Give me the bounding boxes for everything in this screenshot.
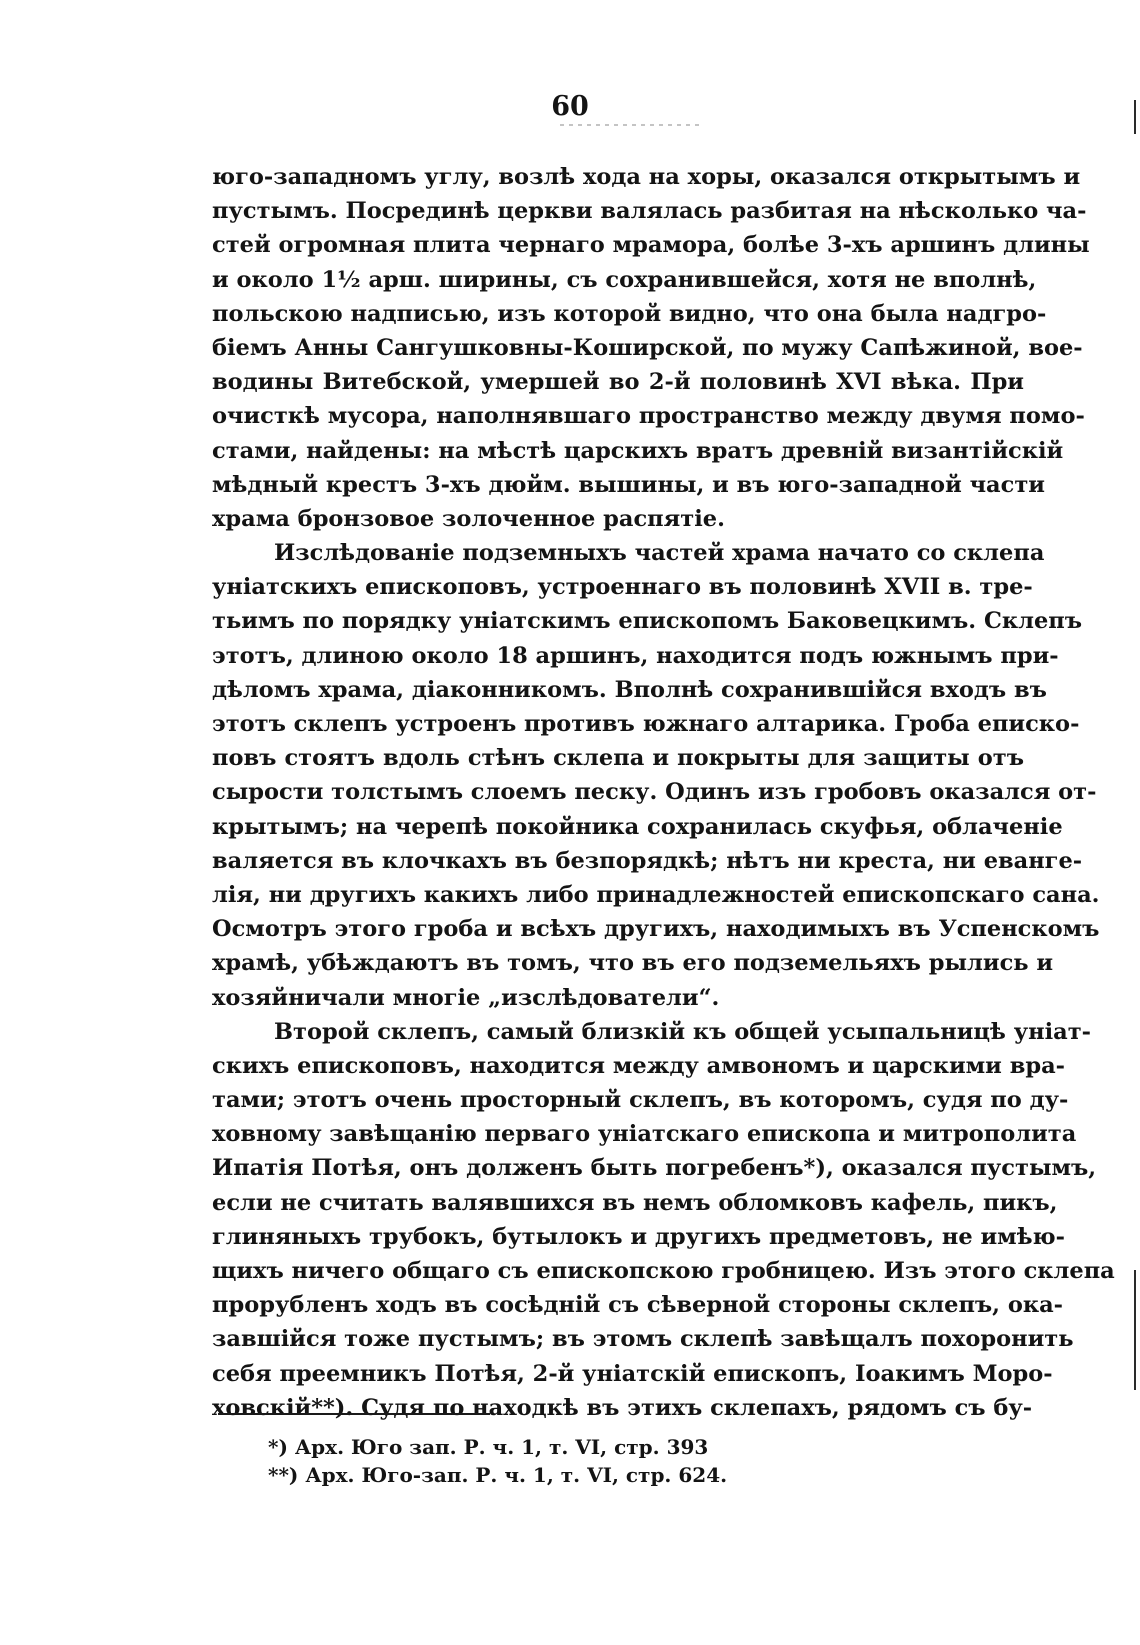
footnotes xyxy=(268,1433,868,1489)
text-line: уніатскихъ епископовъ, устроеннаго въ половинѣ XVII в. тре- xyxy=(212,574,1033,601)
footnote: **) Арх. Юго-зап. Р. ч. 1, т. VI, стр. 624. xyxy=(268,1463,728,1487)
text-line: лія, ни другихъ какихъ либо принадлежностей епископскаго сана. xyxy=(212,881,1100,908)
text-line: валяется въ клочкахъ въ безпорядкѣ; нѣтъ ни креста, ни еванге- xyxy=(212,847,1083,874)
text-line: этотъ склепъ устроенъ противъ южнаго алтарика. Гроба еписко- xyxy=(212,711,1080,737)
page-number-ornament xyxy=(560,122,700,128)
text-line: тами; этотъ очень просторный склепъ, въ которомъ, судя по ду- xyxy=(212,1087,1069,1114)
text-line: стей огромная плита чернаго мрамора, болѣе 3-хъ аршинъ длины xyxy=(212,232,1090,259)
text-line: сырости толстымъ слоемъ песку. Одинъ изъ гробовъ оказался от- xyxy=(212,779,1097,806)
text-line: стами, найдены: на мѣстѣ царскихъ вратъ древній византійскій xyxy=(212,437,1064,464)
text-line: хозяйничали многіе „изслѣдователи“. xyxy=(212,984,720,1011)
text-line: этотъ, длиною около 18 аршинъ, находится подъ южнымъ при- xyxy=(212,642,1059,669)
text-line: біемъ Анны Сангушковны-Коширской, по мужу Сапѣжиной, вое- xyxy=(212,334,1083,361)
text-line: глиняныхъ трубокъ, бутылокъ и другихъ предметовъ, не имѣю- xyxy=(212,1223,1065,1250)
text-line: Осмотръ этого гроба и всѣхъ другихъ, находимыхъ въ Успенскомъ xyxy=(212,916,1100,943)
text-line: очисткѣ мусора, наполнявшаго пространство между двумя помо- xyxy=(212,403,1085,430)
text-line: и около 1½ арш. ширины, съ сохранившейся, хотя не вполнѣ, xyxy=(212,266,1037,293)
body-text xyxy=(212,160,1115,1425)
text-line: если не считать валявшихся въ немъ обломковъ кафель, пикъ, xyxy=(212,1189,1058,1216)
scan-margin-mark xyxy=(1134,100,1136,134)
text-line: пустымъ. Посрединѣ церкви валялась разбитая на нѣсколько ча- xyxy=(212,198,1087,225)
text-line: храмѣ, убѣждаютъ въ томъ, что въ его подземельяхъ рылись и xyxy=(212,950,1054,977)
text-line: мѣдный крестъ 3-хъ дюйм. вышины, и въ юго-западной части xyxy=(212,471,1045,498)
text-line: прорубленъ ходъ въ сосѣдній съ сѣверной стороны склепъ, ока- xyxy=(212,1292,1064,1319)
text-line: юго-западномъ углу, возлѣ хода на хоры, оказался открытымъ и xyxy=(212,164,1081,190)
footnote-divider xyxy=(218,1413,490,1415)
text-line: тьимъ по порядку уніатскимъ епископомъ Баковецкимъ. Склепъ xyxy=(212,608,1083,635)
text-line: ховскій**). Судя по находкѣ въ этихъ склепахъ, рядомъ съ бу- xyxy=(212,1394,1033,1421)
text-line: себя преемникъ Потѣя, 2-й уніатскій епископъ, Іоакимъ Моро- xyxy=(212,1360,1053,1387)
text-line: щихъ ничего общаго съ епископскою гробницею. Изъ этого склепа xyxy=(212,1258,1115,1284)
text-line: Изслѣдованіе подземныхъ частей храма начато со склепа xyxy=(274,540,1045,567)
text-line: дѣломъ храма, діаконникомъ. Вполнѣ сохранившійся входъ въ xyxy=(212,676,1047,703)
text-line: Ипатія Потѣя, онъ долженъ быть погребенъ*), оказался пустымъ, xyxy=(212,1155,1097,1182)
text-line: Второй склепъ, самый близкій къ общей усыпальницѣ уніат- xyxy=(274,1018,1091,1045)
text-line: крытымъ; на черепѣ покойника сохранилась скуфья, облаченіе xyxy=(212,813,1063,840)
footnote: *) Арх. Юго зап. Р. ч. 1, т. VI, стр. 393 xyxy=(268,1435,709,1459)
text-line: водины Витебской, умершей во 2-й половинѣ XVI вѣка. При xyxy=(212,369,1024,396)
text-line: повъ стоятъ вдоль стѣнъ склепа и покрыты для защиты отъ xyxy=(212,745,1024,772)
text-line: ховному завѣщанію перваго уніатскаго епископа и митрополита xyxy=(212,1121,1077,1148)
text-line: польскою надписью, изъ которой видно, что она была надгро- xyxy=(212,300,1047,327)
scan-margin-mark xyxy=(1134,1270,1136,1390)
page-number: 60 xyxy=(551,91,589,122)
text-line: завшійся тоже пустымъ; въ этомъ склепѣ завѣщалъ похоронить xyxy=(212,1326,1074,1353)
text-line: скихъ епископовъ, находится между амвономъ и царскими вра- xyxy=(212,1052,1065,1079)
text-line: храма бронзовое золоченное распятіе. xyxy=(212,505,725,532)
